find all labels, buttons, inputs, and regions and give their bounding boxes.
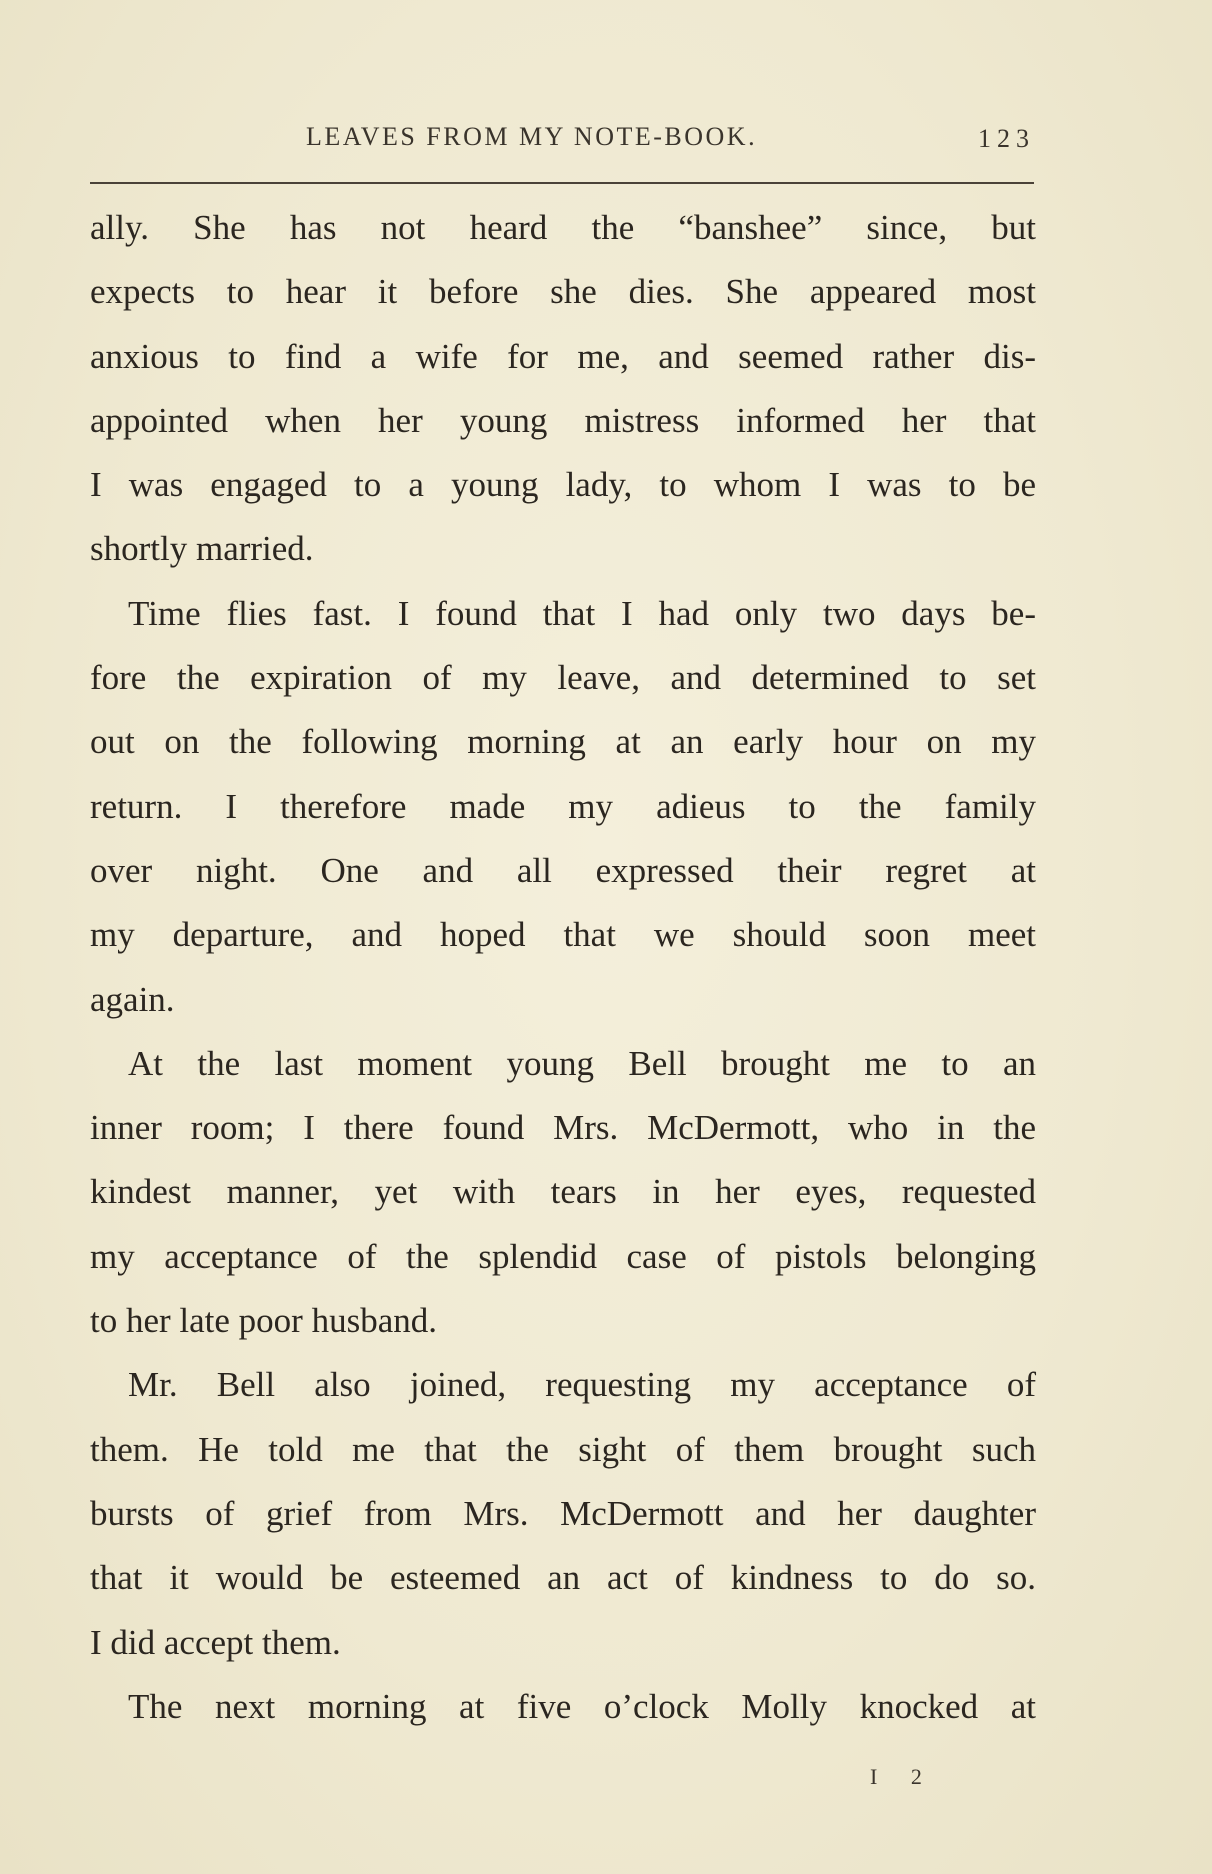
text-line: inner room; I there found Mrs. McDermott, who in the [90,1108,1036,1148]
text-line: The next morning at five o’clock Molly knocked at [128,1686,1036,1726]
text-line: return. I therefore made my adieus to the family [90,786,1036,826]
text-line: my acceptance of the splendid case of pistols belonging [90,1236,1036,1276]
header-rule [90,182,1034,184]
text-line: over night. One and all expressed their regret at [90,850,1036,890]
running-title: LEAVES FROM MY NOTE-BOOK. [306,122,758,151]
text-line: kindest manner, yet with tears in her eyes, requested [90,1172,1036,1212]
text-line: to her late poor husband. [90,1301,437,1341]
text-line: shortly married. [90,529,314,569]
body-text [90,196,1036,1739]
text-line: anxious to find a wife for me, and seemed rather dis- [90,336,1036,376]
text-line: expects to hear it before she dies. She appeared most [90,272,1036,312]
text-line: my departure, and hoped that we should soon meet [90,915,1036,955]
text-line: bursts of grief from Mrs. McDermott and her daughter [90,1493,1036,1533]
text-line: Time flies fast. I found that I had only two days be- [128,593,1036,633]
running-head [0,118,1212,158]
text-line: At the last moment young Bell brought me to an [128,1043,1036,1083]
text-line: out on the following morning at an early hour on my [90,722,1036,762]
text-line: that it would be esteemed an act of kindness to do so. [90,1558,1036,1598]
page-number: 123 [978,124,1035,153]
text-line: again. [90,979,175,1019]
text-line: appointed when her young mistress informed her that [90,400,1036,440]
signature-mark: I 2 [870,1764,936,1789]
text-line: ally. She has not heard the “banshee” since, but [90,208,1036,247]
text-line: I was engaged to a young lady, to whom I was to be [90,465,1036,505]
text-line: I did accept them. [90,1622,341,1662]
text-line: Mr. Bell also joined, requesting my acceptance of [128,1365,1036,1405]
text-line: them. He told me that the sight of them brought such [90,1429,1036,1469]
text-line: fore the expiration of my leave, and determined to set [90,658,1036,698]
